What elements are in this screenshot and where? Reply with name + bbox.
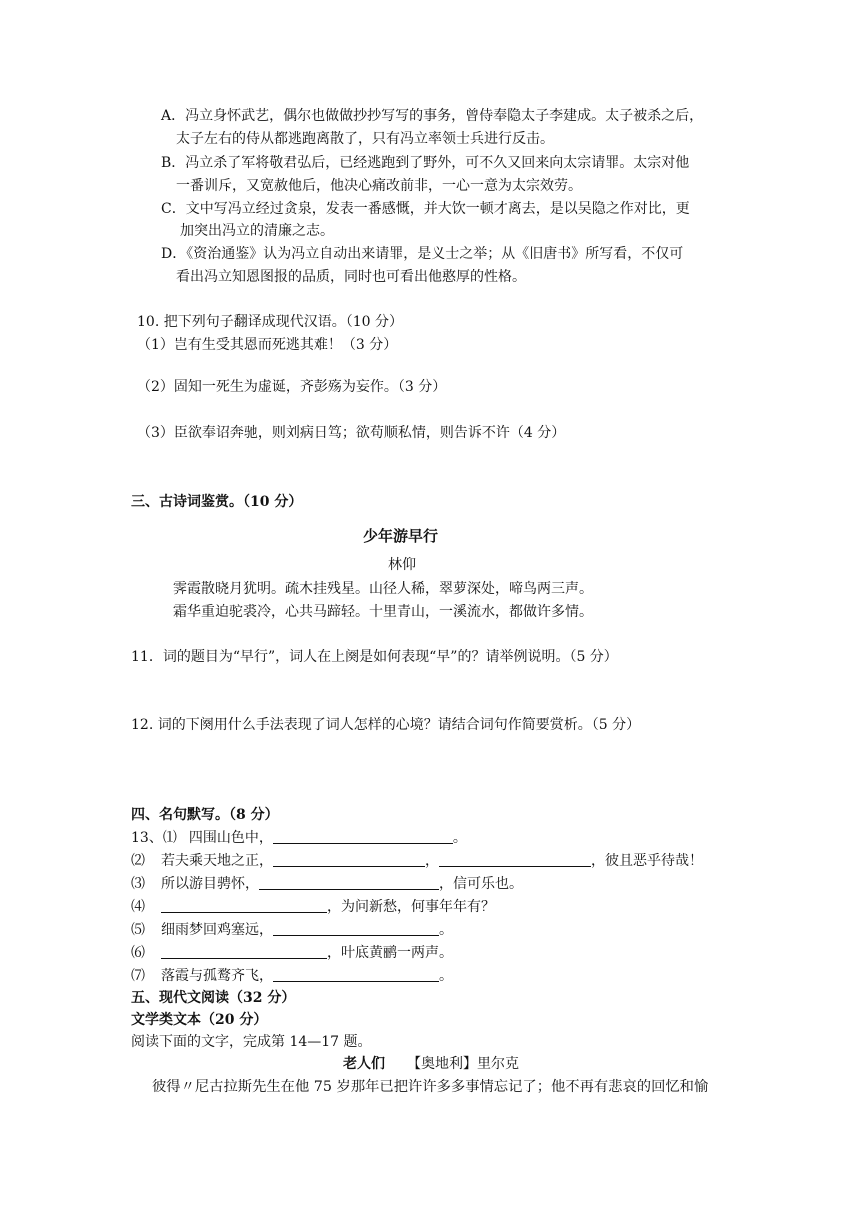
- q9-option-c-line2: 加突出冯立的清廉之志。: [180, 223, 334, 239]
- q13-item-3-end: ，信可乐也。: [439, 876, 523, 892]
- item-number: ⑷: [131, 899, 145, 915]
- q9-option-d-line2: 看出冯立知恩图报的品质，同时也可看出他憨厚的性格。: [176, 269, 526, 285]
- punctuation: 。: [439, 922, 453, 938]
- q10-stem: 10. 把下列句子翻译成现代汉语。（10 分）: [137, 314, 403, 330]
- q13-item-2-text: 若夫乘天地之正，: [161, 853, 273, 869]
- answer-blank[interactable]: [273, 829, 453, 844]
- story-first-line: 彼得〃尼古拉斯先生在他 75 岁那年已把许许多多事情忘记了；他不再有悲哀的回忆和愉: [152, 1079, 709, 1095]
- q13-item-4-end: ，为问新愁，何事年年有？: [327, 899, 495, 915]
- q13-item-5: [131, 921, 453, 939]
- story-author: 【奥地利】里尔克: [407, 1056, 519, 1072]
- answer-blank[interactable]: [161, 898, 327, 913]
- item-number: ⑺: [131, 968, 145, 984]
- answer-blank[interactable]: [259, 875, 439, 890]
- q9-option-b-line1: B．冯立杀了军将敬君弘后，已经逃跑到了野外，可不久又回来向太宗请罪。太宗对他: [161, 155, 690, 171]
- q10-item-2: （2）固知一死生为虚诞，齐彭殇为妄作。（3 分）: [137, 379, 447, 395]
- section5-instruction: 阅读下面的文字，完成第 14—17 题。: [131, 1034, 372, 1050]
- q13-item-3: [131, 875, 523, 893]
- q9-option-a-line1: A．冯立身怀武艺，偶尔也做做抄抄写写的事务，曾侍奉隐太子李建成。太子被杀之后，: [161, 108, 704, 124]
- answer-blank[interactable]: [273, 852, 425, 867]
- item-number: ⑹: [131, 945, 145, 961]
- item-number: ⑸: [131, 922, 145, 938]
- poem-author: 林仰: [388, 557, 416, 573]
- punctuation: ，: [425, 853, 439, 869]
- answer-blank[interactable]: [273, 967, 439, 982]
- q13-item-2: [131, 852, 703, 870]
- q13-item-6: [131, 944, 453, 962]
- item-number: ⑶: [131, 876, 145, 892]
- q9-option-a-line2: 太子左右的侍从都逃跑离散了，只有冯立率领士兵进行反击。: [176, 131, 554, 147]
- q10-item-1: （1）岂有生受其恩而死逃其难！（3 分）: [137, 337, 398, 353]
- item-number: ⑵: [131, 853, 145, 869]
- q11: 11．词的题目为“早行”，词人在上阕是如何表现“早”的？请举例说明。（5 分）: [131, 649, 618, 665]
- poem-line-2: 霜华重迫驼裘冷，心共马蹄轻。十里青山，一溪流水，都做许多情。: [173, 604, 593, 620]
- story-title: 老人们: [343, 1056, 385, 1072]
- q13-item-1-text: 四围山色中，: [188, 830, 273, 846]
- section4-heading: 四、名句默写。（8 分）: [131, 807, 279, 823]
- q12: 12. 词的下阕用什么手法表现了词人怎样的心境？请结合词句作简要赏析。（5 分）: [131, 717, 641, 733]
- q13-item-4: [131, 898, 495, 916]
- story-title-row: [343, 1055, 519, 1073]
- poem-line-1: 霁霞散晓月犹明。疏木挂残星。山径人稀，翠萝深处，啼鸟两三声。: [173, 581, 593, 597]
- q13-item-3-text: 所以游目骋怀，: [161, 876, 259, 892]
- q13-item-1: [131, 829, 467, 847]
- punctuation: 。: [439, 968, 453, 984]
- q10-item-3: （3）臣欲奉诏奔驰，则刘病日笃；欲苟顺私情，则告诉不许（4 分）: [137, 425, 566, 441]
- q13-item-2-end: ，彼且恶乎待哉！: [591, 853, 703, 869]
- section3-heading: 三、古诗词鉴赏。（10 分）: [131, 494, 303, 510]
- answer-blank[interactable]: [439, 852, 591, 867]
- q9-option-d-line1: D．《资治通鉴》认为冯立自动出来请罪，是义士之举；从《旧唐书》所写看，不仅可: [161, 246, 684, 262]
- section5-subheading: 文学类文本（20 分）: [131, 1012, 268, 1028]
- q13-item-5-text: 细雨梦回鸡塞远，: [161, 922, 273, 938]
- q9-option-c-line1: C．文中写冯立经过贪泉，发表一番感慨，并大饮一顿才离去，是以吴隐之作对比，更: [161, 201, 690, 217]
- q13-item-6-end: ，叶底黄鹂一两声。: [327, 945, 453, 961]
- q13-item-7-text: 落霞与孤鹜齐飞，: [161, 968, 273, 984]
- answer-blank[interactable]: [161, 944, 327, 959]
- q13-item-7: [131, 967, 453, 985]
- poem-title: 少年游早行: [363, 527, 439, 545]
- answer-blank[interactable]: [273, 921, 439, 936]
- q9-option-b-line2: 一番训斥，又宽赦他后，他决心痛改前非，一心一意为太宗效劳。: [176, 178, 582, 194]
- section5-heading: 五、现代文阅读（32 分）: [131, 990, 296, 1006]
- punctuation: 。: [452, 830, 467, 846]
- q13-prefix: 13、⑴: [131, 830, 177, 846]
